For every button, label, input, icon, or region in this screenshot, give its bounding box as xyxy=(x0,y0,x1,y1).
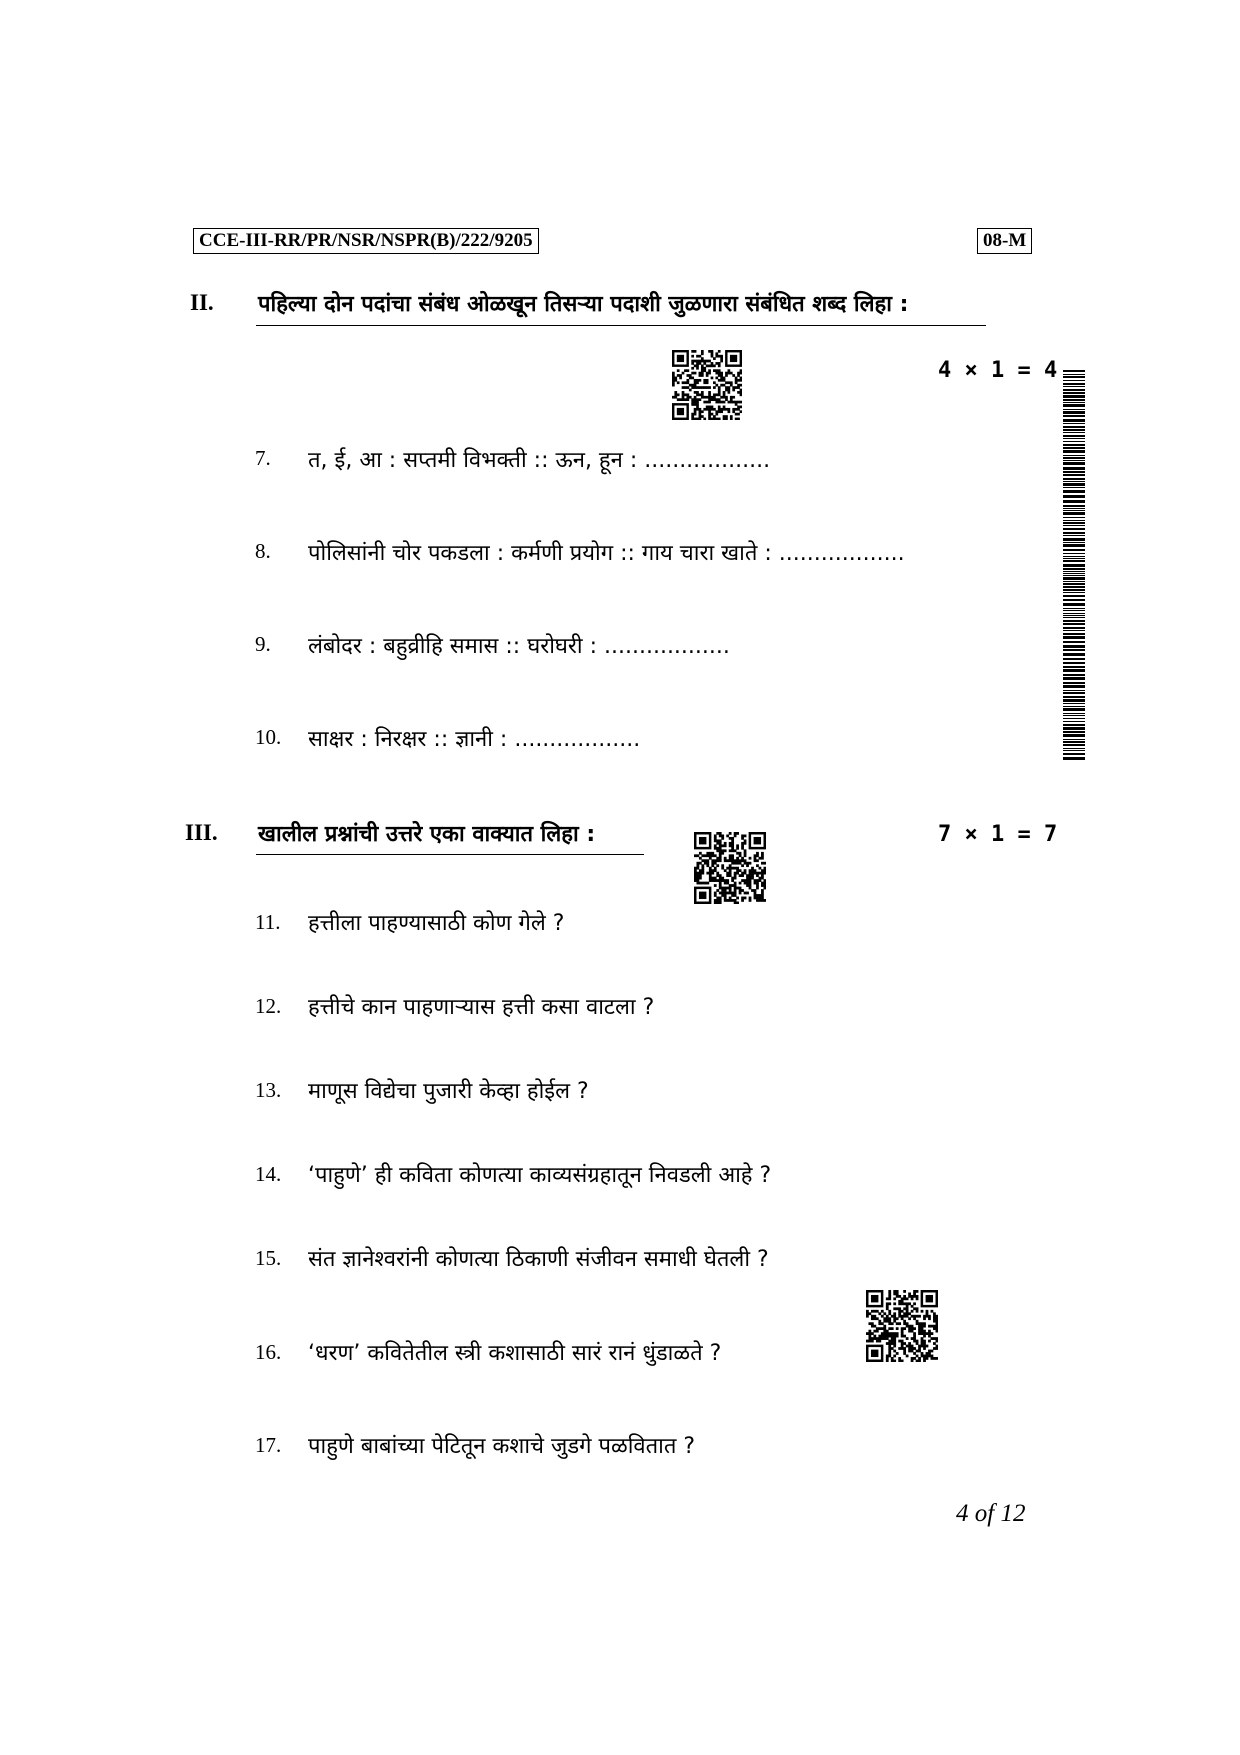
question-text: ‘धरण’ कवितेतील स्त्री कशासाठी सारं रानं धुंडाळते ? xyxy=(308,1341,722,1366)
qr-code-3 xyxy=(866,1290,938,1362)
question-text: ‘पाहुणे’ ही कविता कोणत्या काव्यसंग्रहातून निवडली आहे ? xyxy=(308,1163,772,1188)
section-2-heading: पहिल्या दोन पदांचा संबंध ओळखून तिसऱ्या पदाशी जुळणारा संबंधित शब्द लिहा : xyxy=(258,292,909,317)
question-text: हत्तीचे कान पाहणाऱ्यास हत्ती कसा वाटला ? xyxy=(308,995,655,1020)
section-3-underline xyxy=(256,854,644,855)
paper-code: CCE-III-RR/PR/NSR/NSPR(B)/222/9205 xyxy=(193,228,539,254)
qr-code-1 xyxy=(672,350,742,420)
question-number: 17. xyxy=(255,1433,282,1457)
question-number: 14. xyxy=(255,1162,282,1186)
question-text: लंबोदर : बहुव्रीहि समास :: घरोघरी : .................. xyxy=(308,634,730,659)
question-text: माणूस विद्येचा पुजारी केव्हा होईल ? xyxy=(308,1079,589,1104)
section-2-underline xyxy=(256,325,986,326)
question-number: 10. xyxy=(255,725,282,749)
question-number: 12. xyxy=(255,994,282,1018)
question-text: संत ज्ञानेश्वरांनी कोणत्या ठिकाणी संजीवन समाधी घेतली ? xyxy=(308,1247,769,1272)
question-number: 9. xyxy=(255,632,271,656)
question-number: 13. xyxy=(255,1078,282,1102)
qr-code-2 xyxy=(694,832,766,904)
page-number: 4 of 12 xyxy=(956,1500,1026,1527)
question-number: 8. xyxy=(255,539,271,563)
version-code: 08-M xyxy=(977,228,1032,254)
question-text: हत्तीला पाहण्यासाठी कोण गेले ? xyxy=(308,911,565,936)
question-text: पोलिसांनी चोर पकडला : कर्मणी प्रयोग :: गाय चारा खाते : .................. xyxy=(308,541,905,566)
question-number: 16. xyxy=(255,1340,282,1364)
question-number: 7. xyxy=(255,446,271,470)
section-3-number: III. xyxy=(185,820,218,845)
question-number: 15. xyxy=(255,1246,282,1270)
question-text: पाहुणे बाबांच्या पेटितून कशाचे जुडगे पळवितात ? xyxy=(308,1434,696,1459)
question-text: साक्षर : निरक्षर :: ज्ञानी : .................. xyxy=(308,727,641,752)
section-3-heading: खालील प्रश्नांची उत्तरे एका वाक्यात लिहा : xyxy=(258,822,596,847)
section-2-marks: 4 × 1 = 4 xyxy=(938,358,1058,383)
side-barcode xyxy=(1063,370,1085,760)
section-2-number: II. xyxy=(190,290,214,315)
section-3-marks: 7 × 1 = 7 xyxy=(938,822,1058,847)
question-number: 11. xyxy=(255,910,281,934)
question-text: त, ई, आ : सप्तमी विभक्ती :: ऊन, हून : .................. xyxy=(308,448,771,473)
